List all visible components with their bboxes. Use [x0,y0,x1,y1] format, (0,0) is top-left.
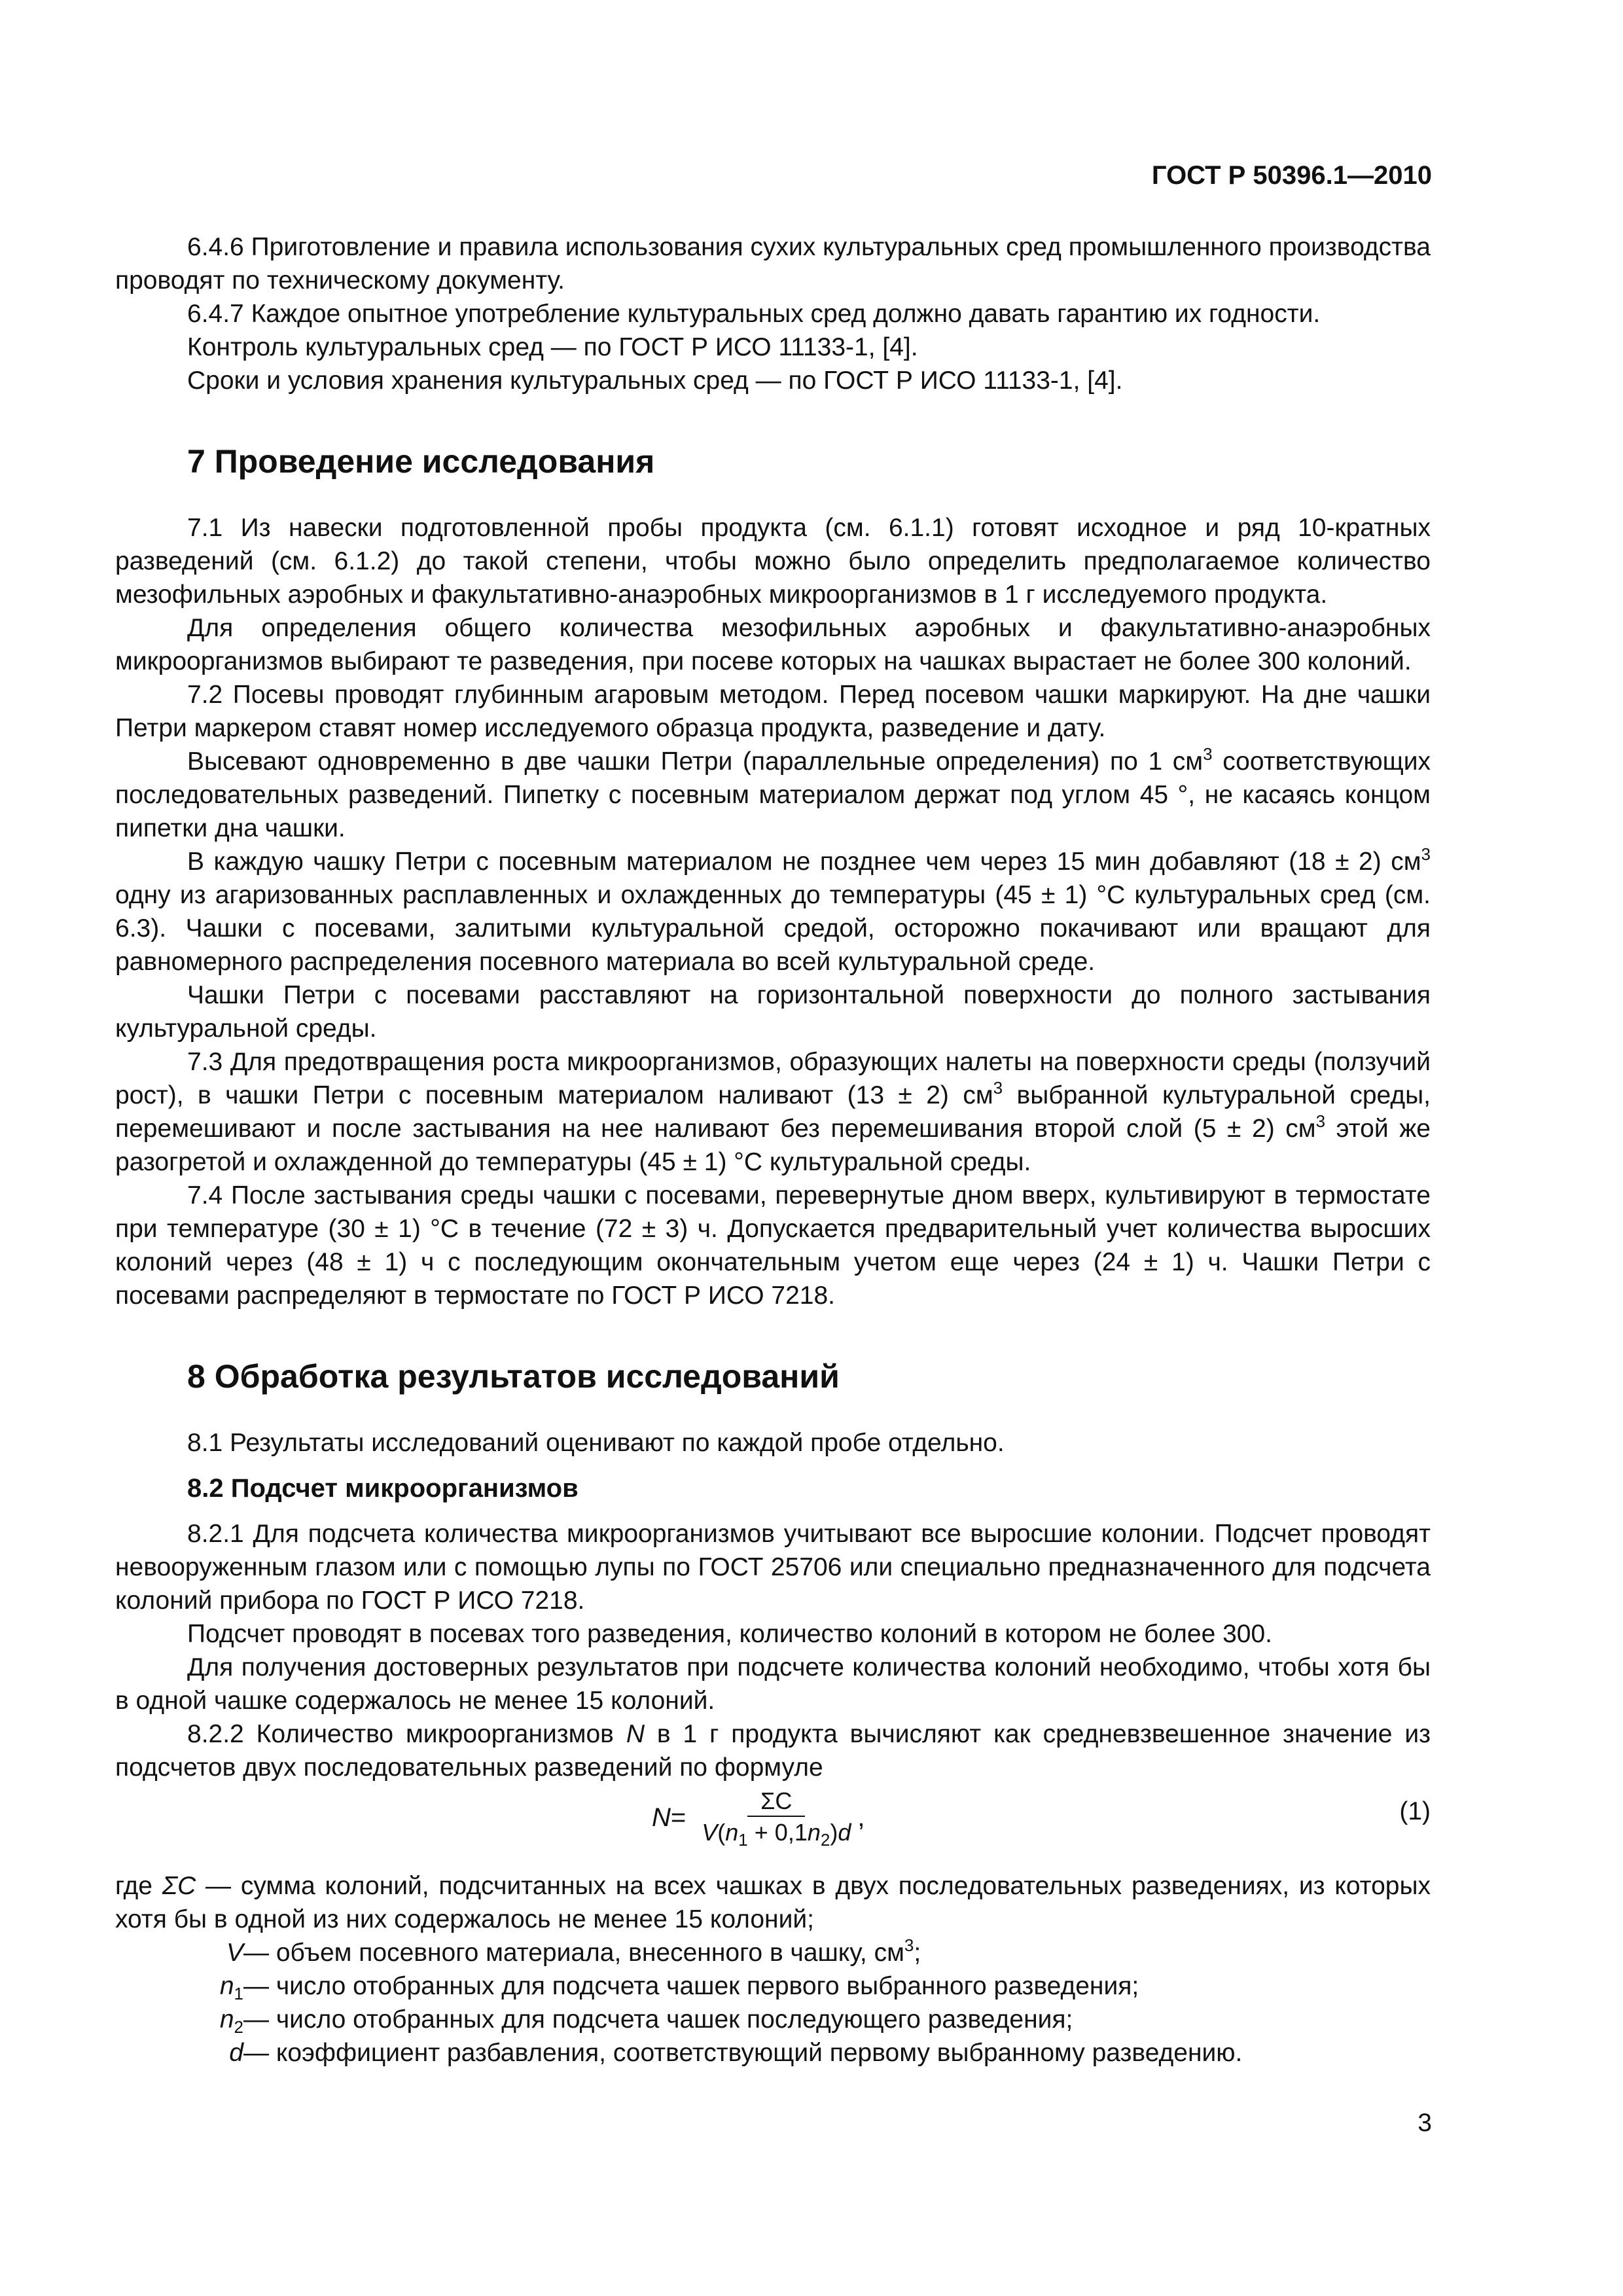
formula: N = $\frac{\Sigma C}{V(n_1 + 0,1n_2)d}$ , [652,1787,865,1850]
paragraph-8-2-1-limit: Подсчет проводят в посевах того разведения, количество колоний в котором не более 300. [187,1620,1272,1648]
paragraph-6-4-7: 6.4.7 Каждое опытное употребление культуральных сред должно давать гарантию их годности. [187,300,1321,328]
paragraph-7-1: 7.1 Из навески подготовленной пробы продукта (см. 6.1.1) готовят исходное и ряд 10-кратных разведений (см. 6.1.2) до такой степени, чтобы можно было определить предполагаемое количество мезофильных аэробных и факультативно-анаэробных микроорганизмов в 1 г исследуемого продукта. [115,514,1431,609]
paragraph-7-4: 7.4 После застывания среды чашки с посевами, перевернутые дном вверх, культивируют в термостате при температуре (30 ± 1) °С в течение (72 ± 3) ч. Допускается предварительный учет количества выросших колоний через (48 ± 1) ч с последующим окончательным учетом еще через (24 ± 1) ч. Чашки Петри с посевами распределяют в термостате по ГОСТ Р ИСО 7218. [115,1181,1431,1310]
formula-numerator: ΣC [747,1787,805,1817]
paragraph-7-1-selection: Для определения общего количества мезофильных аэробных и факультативно-анаэробных микроорганизмов выбирают те разведения, при посеве которых на чашках вырастает не более 300 колоний. [115,614,1431,675]
formula-fraction [695,1787,857,1848]
paragraph-7-2-solidify: Чашки Петри с посевами расставляют на горизонтальной поверхности до полного застывания культуральной среды. [115,981,1431,1043]
section-8-heading: 8 Обработка результатов исследований [187,1358,840,1395]
legend-item-sum-c: где ΣC — сумма колоний, подсчитанных на всех чашках в двух последовательных разведениях, из которых хотя бы в одной из них содержалось не менее 15 колоний; [115,1872,1431,1933]
subsection-8-2-heading: 8.2 Подсчет микроорганизмов [187,1474,579,1503]
legend-item-d: d — коэффициент разбавления, соответствующий первому выбранному разведению. [229,2039,1243,2067]
legend-item-n2: $n_2$ — число отобранных для подсчета чашек последующего разведения; [219,2005,1073,2037]
formula-legend [115,1869,1431,2070]
paragraph-8-2-1-reliability: Для получения достоверных результатов при подсчете количества колоний необходимо, чтобы хотя бы в одной чашке содержалось не менее 15 колоний. [115,1653,1431,1715]
section-7-heading: 7 Проведение исследования [187,443,655,480]
page-content [115,230,1431,2070]
paragraph-7-2: 7.2 Посевы проводят глубинным агаровым методом. Перед посевом чашки маркируют. На дне чашки Петри маркером ставят номер исследуемого образца продукта, разведение и дату. [115,681,1431,742]
page-number: 3 [1418,2109,1432,2137]
paragraph-7-2-sowing: Высевают одновременно в две чашки Петри (параллельные определения) по 1 $см^3$ соответствующих последовательных разведений. Пипетку с посевным материалом держат под углом 45 °, не касаясь концом пипетки дна чашки. [115,744,1431,842]
legend-item-v: V — объем посевного материала, внесенного в чашку, $см^3$; [226,1935,921,1967]
paragraph-7-2-medium: В каждую чашку Петри с посевным материалом не позднее чем через 15 мин добавляют (18 ± 2) $см^3$ одну из агаризованных расплавленных и охлажденных до температуры (45 ± 1) °С культуральных сред (см. 6.3). Чашки с посевами, залитыми культуральной средой, осторожно покачивают или вращают для равномерного распределения посевного материала во всей культуральной среде. [115,844,1431,976]
formula-number: (1) [1399,1797,1431,1825]
paragraph-storage: Сроки и условия хранения культуральных сред — по ГОСТ Р ИСО 11133-1, [4]. [187,367,1123,395]
paragraph-7-3: 7.3 Для предотвращения роста микроорганизмов, образующих налеты на поверхности среды (ползучий рост), в чашки Петри с посевным материалом наливают (13 ± 2) $см^3$ выбранной культуральной среды, перемешивают и после застывания на нее наливают без перемешивания второй слой (5 ± 2) $см^3$ этой же разогретой и охлажденной до температуры (45 ± 1) °С культуральной среды. [115,1048,1431,1176]
paragraph-control: Контроль культуральных сред — по ГОСТ Р ИСО 11133-1, [4]. [187,333,918,361]
document-code: ГОСТ Р 50396.1—2010 [1151,161,1432,190]
formula-denominator: $V(n_1 + 0,1n_2)d$ [702,1819,851,1850]
formula-block [115,1787,1431,1864]
paragraph-6-4-6: 6.4.6 Приготовление и правила использования сухих культуральных сред промышленного производства проводят по техническому документу. [115,233,1431,295]
paragraph-8-2-2: 8.2.2 Количество микроорганизмов N в 1 г продукта вычисляют как средневзвешенное значение из подсчетов двух последовательных разведений по формуле [115,1720,1431,1782]
paragraph-8-1: 8.1 Результаты исследований оценивают по каждой пробе отдельно. [187,1429,1005,1457]
paragraph-8-2-1: 8.2.1 Для подсчета количества микроорганизмов учитывают все выросшие колонии. Подсчет проводят невооруженным глазом или с помощью лупы по ГОСТ 25706 или специально предназначенного для подсчета колоний прибора по ГОСТ Р ИСО 7218. [115,1520,1431,1615]
legend-item-n1: $n_1$ — число отобранных для подсчета чашек первого выбранного разведения; [219,1972,1139,2003]
